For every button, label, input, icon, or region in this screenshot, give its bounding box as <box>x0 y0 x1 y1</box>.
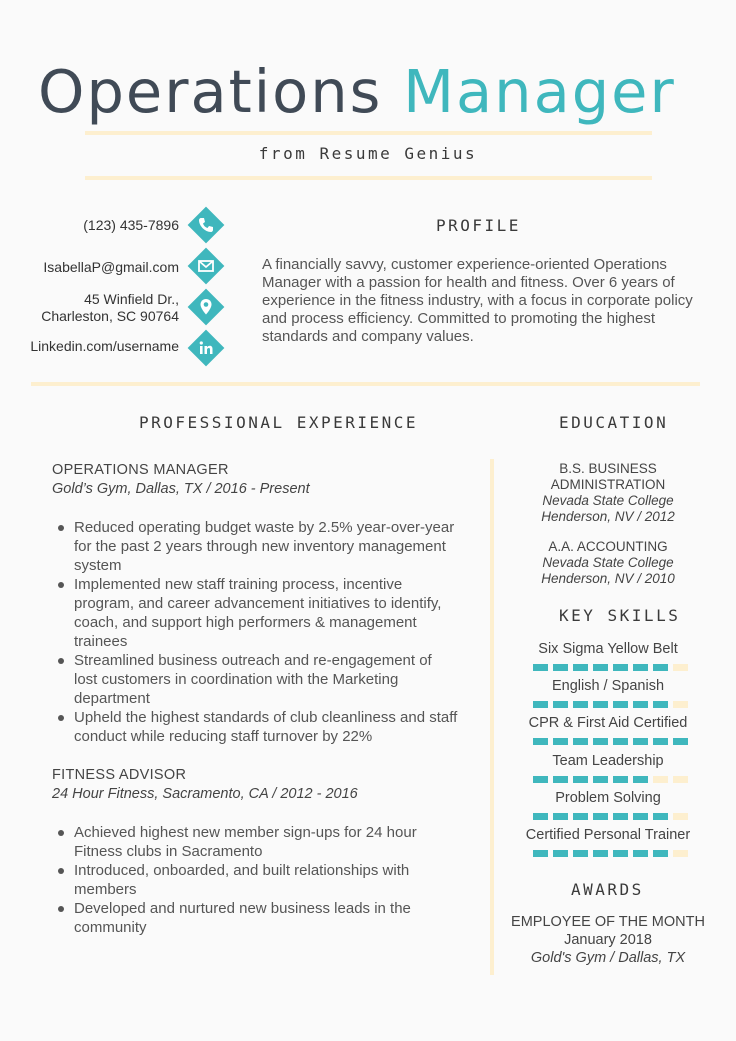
job-bullets-2 <box>58 823 458 937</box>
award-place: Gold's Gym / Dallas, TX <box>530 950 686 966</box>
skill-name: Six Sigma Yellow Belt <box>538 641 678 657</box>
job-title-1: OPERATIONS MANAGER <box>52 462 229 478</box>
skill-name: Team Leadership <box>552 753 664 769</box>
title-part2: Manager <box>403 57 676 126</box>
list-item: Developed and nurtured new business leads in the community <box>58 899 458 937</box>
skill-level-empty <box>673 776 688 783</box>
list-item: Upheld the highest standards of club cleanliness and staff conduct while reducing staff turnover by 22% <box>58 708 458 746</box>
contact-linkedin[interactable]: Linkedin.com/username <box>30 338 179 354</box>
skill-level-bar <box>533 813 688 820</box>
location-icon <box>188 289 225 326</box>
school-location: Henderson, NV / 2010 <box>541 571 675 586</box>
list-item: Achieved highest new member sign-ups for 24 hour Fitness clubs in Sacramento <box>58 823 458 861</box>
job-bullets-1 <box>58 518 458 746</box>
skill-level-filled <box>573 850 588 857</box>
school: Nevada State College <box>542 555 674 570</box>
degree-line1: A.A. ACCOUNTING <box>548 539 668 554</box>
skill-level-filled <box>633 701 648 708</box>
skill-level-bar <box>533 664 688 671</box>
skill-level-filled <box>653 701 668 708</box>
job-subtitle-1: Gold’s Gym, Dallas, TX / 2016 - Present <box>52 481 310 497</box>
skill-level-filled <box>573 776 588 783</box>
skill-level-filled <box>553 738 568 745</box>
education-heading: EDUCATION <box>559 413 669 432</box>
skill-level-filled <box>613 664 628 671</box>
skill-level-empty <box>673 813 688 820</box>
skill-level-filled <box>593 776 608 783</box>
page-title <box>38 56 676 128</box>
header-rule-top <box>85 131 652 135</box>
skill-level-filled <box>533 738 548 745</box>
skill-level-empty <box>673 850 688 857</box>
skill-level-filled <box>613 701 628 708</box>
skill-level-filled <box>673 738 688 745</box>
skill-level-bar <box>533 776 688 783</box>
skill-level-filled <box>553 850 568 857</box>
subtitle: from Resume Genius <box>258 144 478 163</box>
job-title-2: FITNESS ADVISOR <box>52 767 187 783</box>
skill-level-filled <box>533 776 548 783</box>
skill-level-filled <box>533 850 548 857</box>
list-item: Implemented new staff training process, incentive program, and career advancement initiatives to identify, coach, and support high performers & management trainees <box>58 575 458 651</box>
profile-heading: PROFILE <box>436 216 521 235</box>
skill-level-filled <box>533 701 548 708</box>
skill-level-filled <box>653 664 668 671</box>
job-subtitle-2: 24 Hour Fitness, Sacramento, CA / 2012 - 2016 <box>52 786 358 802</box>
skill-level-filled <box>653 738 668 745</box>
contact-phone: (123) 435-7896 <box>83 217 179 233</box>
school-location: Henderson, NV / 2012 <box>541 509 675 524</box>
skill-level-filled <box>633 776 648 783</box>
skill-level-filled <box>613 850 628 857</box>
title-part1: Operations <box>38 57 383 126</box>
skill-level-filled <box>533 664 548 671</box>
list-item: Streamlined business outreach and re-engagement of lost customers in coordination with the Marketing department <box>58 651 458 708</box>
skill-name: CPR & First Aid Certified <box>528 715 688 731</box>
degree-line2: ADMINISTRATION <box>550 477 666 492</box>
skill-level-bar <box>533 701 688 708</box>
skill-level-bar <box>533 738 688 745</box>
contact-address-line1: 45 Winfield Dr., <box>84 291 179 307</box>
email-icon <box>188 248 225 285</box>
skill-level-filled <box>593 738 608 745</box>
list-item: Reduced operating budget waste by 2.5% year-over-year for the past 2 years through new inventory management system <box>58 518 458 575</box>
skill-name: Problem Solving <box>555 790 661 806</box>
skill-level-empty <box>673 701 688 708</box>
skill-level-filled <box>613 738 628 745</box>
skill-level-filled <box>573 664 588 671</box>
skill-level-filled <box>573 813 588 820</box>
award-entry <box>508 913 708 967</box>
skill-level-filled <box>533 813 548 820</box>
award-date: January 2018 <box>564 932 652 948</box>
phone-icon <box>188 207 225 244</box>
experience-heading: PROFESSIONAL EXPERIENCE <box>139 413 419 432</box>
section-divider <box>31 382 700 386</box>
linkedin-icon <box>188 330 225 367</box>
awards-heading: AWARDS <box>571 880 644 899</box>
contact-address-line2: Charleston, SC 90764 <box>41 308 179 324</box>
education-entry-2 <box>508 539 708 587</box>
skill-name: English / Spanish <box>551 678 665 694</box>
skill-level-filled <box>613 813 628 820</box>
skill-level-filled <box>633 664 648 671</box>
skill-level-filled <box>633 813 648 820</box>
skill-level-filled <box>633 850 648 857</box>
skill-level-filled <box>593 664 608 671</box>
skill-level-empty <box>673 664 688 671</box>
list-item: Introduced, onboarded, and built relationships with members <box>58 861 458 899</box>
skill-level-filled <box>553 664 568 671</box>
skill-level-filled <box>593 813 608 820</box>
school: Nevada State College <box>542 493 674 508</box>
skill-level-filled <box>613 776 628 783</box>
skill-level-filled <box>653 813 668 820</box>
skill-level-filled <box>633 738 648 745</box>
skill-level-filled <box>553 776 568 783</box>
skill-level-filled <box>593 850 608 857</box>
contact-email: IsabellaP@gmail.com <box>43 259 179 275</box>
skill-level-filled <box>653 850 668 857</box>
header-rule-bottom <box>85 176 652 180</box>
column-divider <box>490 459 494 975</box>
skill-level-filled <box>553 813 568 820</box>
skill-level-bar <box>533 850 688 857</box>
skill-level-filled <box>573 738 588 745</box>
award-title: EMPLOYEE OF THE MONTH <box>511 914 705 930</box>
skill-level-empty <box>653 776 668 783</box>
degree-line1: B.S. BUSINESS <box>559 461 657 476</box>
skill-level-filled <box>593 701 608 708</box>
skill-name: Certified Personal Trainer <box>525 827 691 843</box>
skill-level-filled <box>573 701 588 708</box>
education-entry-1 <box>508 461 708 525</box>
skill-level-filled <box>553 701 568 708</box>
profile-text: A financially savvy, customer experience-oriented Operations Manager with a passion for health and fitness. Over 6 years of experience in the fitness industry, with a focus in corporate policy and process efficiency. Committed to promoting the highest standards and company values. <box>262 256 693 345</box>
skills-heading: KEY SKILLS <box>559 606 681 625</box>
